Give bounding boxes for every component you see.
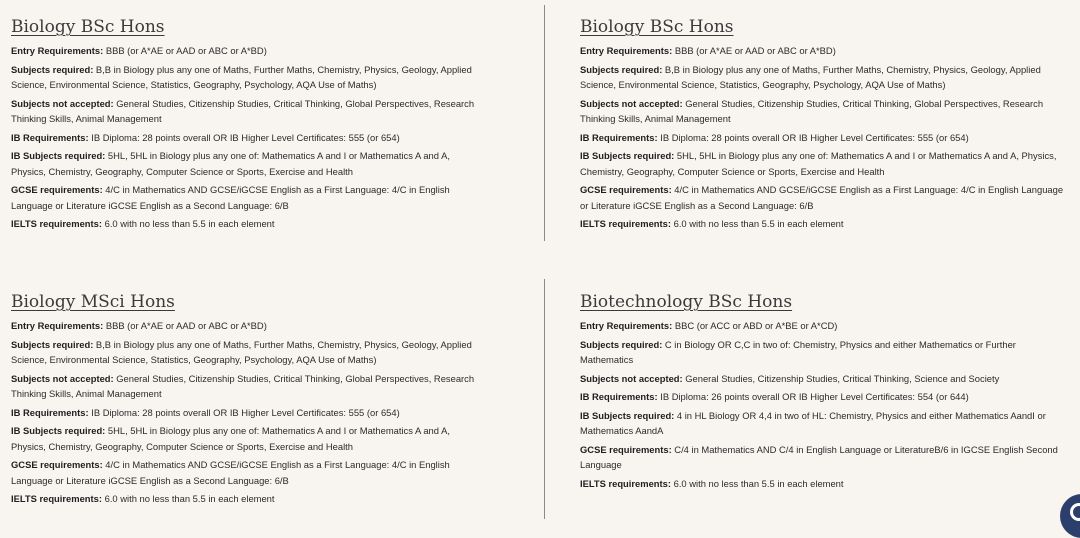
course-card	[11, 17, 481, 235]
ib-subjects-required: IB Subjects required: 5HL, 5HL in Biology plus any one of: Mathematics A and I or Mathematics A and A, Physics, Chemistry, Geography, Computer Science or Sports, Exercise and Health	[11, 150, 450, 177]
entry-requirements: Entry Requirements: BBB (or A*AE or AAD or ABC or A*BD)	[580, 45, 836, 56]
course-title-link[interactable]: Biotechnology BSc Hons	[580, 292, 793, 312]
course-card	[580, 17, 1070, 235]
entry-requirements: Entry Requirements: BBB (or A*AE or AAD or ABC or A*BD)	[11, 45, 267, 56]
subjects-required: Subjects required: C in Biology OR C,C in two of: Chemistry, Physics and either Mathematics or Further Mathematics	[580, 338, 1016, 365]
course-title-link[interactable]: Biology BSc Hons	[580, 17, 734, 37]
chat-icon[interactable]	[1060, 494, 1080, 538]
subjects-not-accepted: Subjects not accepted: General Studies, Citizenship Studies, Critical Thinking, Science and Society	[580, 372, 1000, 384]
subjects-not-accepted: Subjects not accepted: General Studies, Citizenship Studies, Critical Thinking, Global Perspectives, Research Thinking Skills, Animal Management	[11, 372, 475, 399]
ib-subjects-required: IB Subjects required: 4 in HL Biology OR 4,4 in two of HL: Chemistry, Physics and either Mathematics AandI or Mathematics AandA	[580, 409, 1046, 436]
ib-requirements: IB Requirements: IB Diploma: 28 points overall OR IB Higher Level Certificates: 555 (or 654)	[11, 406, 400, 418]
ib-subjects-required: IB Subjects required: 5HL, 5HL in Biology plus any one of: Mathematics A and I or Mathematics A and A, Physics, Chemistry, Geography, Computer Science or Sports, Exercise and Health	[580, 150, 1057, 177]
ib-subjects-required: IB Subjects required: 5HL, 5HL in Biology plus any one of: Mathematics A and I or Mathematics A and A, Physics, Chemistry, Geography, Computer Science or Sports, Exercise and Health	[11, 425, 450, 452]
entry-requirements: Entry Requirements: BBC (or ACC or ABD or A*BE or A*CD)	[580, 320, 838, 331]
gcse-requirements: GCSE requirements: 4/C in Mathematics AND GCSE/iGCSE English as a First Language: 4/C in English Language or Literature iGCSE English as a Second Language: 6/B	[580, 184, 1064, 211]
column-divider	[544, 279, 545, 519]
ib-requirements: IB Requirements: IB Diploma: 26 points overall OR IB Higher Level Certificates: 554 (or 644)	[580, 391, 969, 402]
subjects-required: Subjects required: B,B in Biology plus any one of Maths, Further Maths, Chemistry, Physics, Geology, Applied Science, Environmental Science, Statistics, Geography, Psychology, AQA Use of Maths)	[580, 63, 1041, 90]
ielts-requirements: IELTS requirements: 6.0 with no less than 5.5 in each element	[580, 477, 844, 489]
ib-requirements: IB Requirements: IB Diploma: 28 points overall OR IB Higher Level Certificates: 555 (or 654)	[11, 131, 400, 143]
subjects-not-accepted: Subjects not accepted: General Studies, Citizenship Studies, Critical Thinking, Global Perspectives, Research Thinking Skills, Animal Management	[580, 97, 1044, 124]
ielts-requirements: IELTS requirements: 6.0 with no less than 5.5 in each element	[11, 218, 275, 229]
gcse-requirements: GCSE requirements: C/4 in Mathematics AND C/4 in English Language or LiteratureB/6 in IGCSE English Second Language	[580, 443, 1058, 470]
subjects-required: Subjects required: B,B in Biology plus any one of Maths, Further Maths, Chemistry, Physics, Geology, Applied Science, Environmental Science, Statistics, Geography, Psychology, AQA Use of Maths)	[11, 63, 472, 90]
ielts-requirements: IELTS requirements: 6.0 with no less than 5.5 in each element	[11, 493, 275, 504]
gcse-requirements: GCSE requirements: 4/C in Mathematics AND GCSE/iGCSE English as a First Language: 4/C in English Language or Literature iGCSE English as a Second Language: 6/B	[11, 459, 450, 486]
subjects-required: Subjects required: B,B in Biology plus any one of Maths, Further Maths, Chemistry, Physics, Geology, Applied Science, Environmental Science, Statistics, Geography, Psychology, AQA Use of Maths)	[11, 338, 472, 365]
subjects-not-accepted: Subjects not accepted: General Studies, Citizenship Studies, Critical Thinking, Global Perspectives, Research Thinking Skills, Animal Management	[11, 97, 475, 124]
course-card	[11, 292, 481, 510]
gcse-requirements: GCSE requirements: 4/C in Mathematics AND GCSE/iGCSE English as a First Language: 4/C in English Language or Literature iGCSE English as a Second Language: 6/B	[11, 184, 450, 211]
entry-requirements: Entry Requirements: BBB (or A*AE or AAD or ABC or A*BD)	[11, 320, 267, 331]
course-title-link[interactable]: Biology MSci Hons	[11, 292, 175, 312]
course-title-link[interactable]: Biology BSc Hons	[11, 17, 165, 37]
course-card	[580, 292, 1070, 494]
column-divider	[544, 5, 545, 241]
ib-requirements: IB Requirements: IB Diploma: 28 points overall OR IB Higher Level Certificates: 555 (or 654)	[580, 131, 969, 143]
ielts-requirements: IELTS requirements: 6.0 with no less than 5.5 in each element	[580, 218, 844, 229]
